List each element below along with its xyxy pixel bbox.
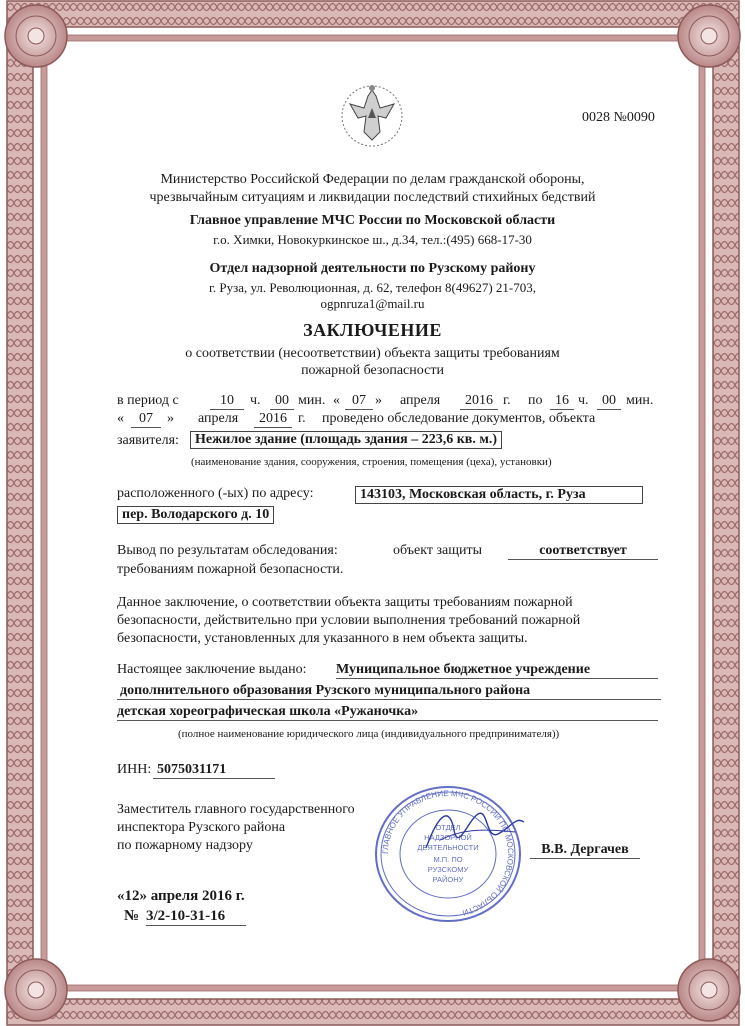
issued-label: Настоящее заключение выдано:: [117, 662, 307, 677]
inn-label: ИНН:: [117, 762, 152, 777]
issued-line3: детская хореографическая школа «Ружаночка»: [117, 704, 658, 721]
quote-close-1: »: [375, 393, 382, 408]
from-hour: 10: [210, 393, 244, 410]
conclusion-line2: требованиям пожарной безопасности.: [117, 562, 344, 577]
stamp-line5: РУЗСКОМУ: [427, 865, 469, 874]
from-minute: 00: [270, 393, 294, 410]
from-day: 07: [345, 393, 373, 410]
to-hour: 16: [550, 393, 574, 410]
signatory-line3: по пожарному надзору: [117, 838, 253, 853]
issue-date: «12» апреля 2016 г.: [117, 888, 245, 904]
ministry-line2: чрезвычайным ситуациям и ликвидации последствий стихийных бедствий: [149, 190, 596, 205]
inn-value: 5075031171: [153, 762, 275, 779]
to-label: по: [528, 393, 543, 408]
subtitle-line1: о соответствии (несоответствии) объекта защиты требованиям: [185, 346, 560, 361]
gu-address: г.о. Химки, Новокуркинское ш., д.34, тел.:(495) 668-17-30: [213, 232, 532, 247]
quote-open-2: «: [117, 411, 124, 426]
signatory-name: В.В. Дергачев: [530, 842, 640, 859]
to-day: 07: [131, 411, 161, 428]
subtitle-line2: пожарной безопасности: [301, 363, 444, 378]
stamp-line2: НАДЗОРНОЙ: [424, 833, 472, 842]
issued-hint: (полное наименование юридического лица (индивидуального предпринимателя)): [178, 728, 560, 740]
validity-line2: безопасности, действительно при условии выполнения требований пожарной: [117, 613, 581, 628]
to-minute: 00: [597, 393, 621, 410]
stamp-line4: М.П. ПО: [433, 855, 463, 864]
issued-line2: дополнительного образования Рузского муниципального района: [117, 683, 661, 700]
number-label: №: [124, 908, 140, 924]
from-month: апреля: [400, 393, 441, 408]
address-label: расположенного (-ых) по адресу:: [117, 486, 314, 501]
hour-label-1: ч.: [250, 393, 261, 408]
to-year: 2016: [254, 411, 292, 428]
conclusion-label: Вывод по результатам обследования:: [117, 543, 338, 558]
from-year: 2016: [460, 393, 498, 410]
signatory-line1: Заместитель главного государственного: [117, 802, 355, 817]
validity-line1: Данное заключение, о соответствии объекта защиты требованиям пожарной: [117, 595, 573, 610]
conclusion-object: объект защиты: [393, 543, 483, 558]
applicant-hint: (наименование здания, сооружения, строения, помещения (цеха), установки): [191, 456, 552, 468]
to-month: апреля: [198, 411, 239, 426]
quote-open-1: «: [333, 393, 340, 408]
gu-title: Главное управление МЧС России по Московской области: [189, 213, 556, 228]
document-title: ЗАКЛЮЧЕНИЕ: [303, 320, 442, 340]
dept-title: Отдел надзорной деятельности по Рузскому району: [209, 261, 536, 276]
dept-email: ogpnruza1@mail.ru: [320, 296, 425, 311]
stamp-ring-text: ГЛАВНОЕ УПРАВЛЕНИЕ МЧС РОССИИ ПО МОСКОВСКОЙ ОБЛАСТИ: [380, 788, 516, 918]
ministry-line1: Министерство Российской Федерации по делам гражданской обороны,: [160, 172, 585, 187]
period-label: в период с: [117, 393, 179, 408]
conducted-text: проведено обследование документов, объекта: [322, 411, 596, 426]
validity-line3: безопасности, установленных для указанного в нем объекта защиты.: [117, 631, 528, 646]
address-line2: пер. Володарского д. 10: [117, 506, 274, 524]
signatory-line2: инспектора Рузского района: [117, 820, 286, 835]
hour-label-2: ч.: [578, 393, 589, 408]
applicant-label: заявителя:: [117, 433, 179, 448]
document-number: 3/2-10-31-16: [146, 908, 246, 926]
quote-close-2: »: [167, 411, 174, 426]
official-stamp: [372, 784, 524, 924]
serial-number: 0028 №0090: [582, 110, 655, 125]
stamp-line3: ДЕЯТЕЛЬНОСТИ: [417, 843, 479, 852]
address-line1: 143103, Московская область, г. Руза: [355, 486, 643, 504]
applicant-value: Нежилое здание (площадь здания – 223,6 кв. м.): [190, 431, 502, 449]
stamp-line1: ОТДЕЛ: [435, 823, 461, 832]
issued-line1: Муниципальное бюджетное учреждение: [336, 662, 658, 679]
stamp-line6: РАЙОНУ: [432, 875, 464, 884]
year-label-1: г.: [503, 393, 511, 408]
conclusion-result: соответствует: [508, 543, 658, 560]
minute-label-2: мин.: [626, 393, 654, 408]
year-label-2: г.: [298, 411, 306, 426]
dept-address: г. Руза, ул. Революционная, д. 62, телефон 8(49627) 21-703,: [209, 280, 536, 295]
minute-label-1: мин.: [298, 393, 326, 408]
